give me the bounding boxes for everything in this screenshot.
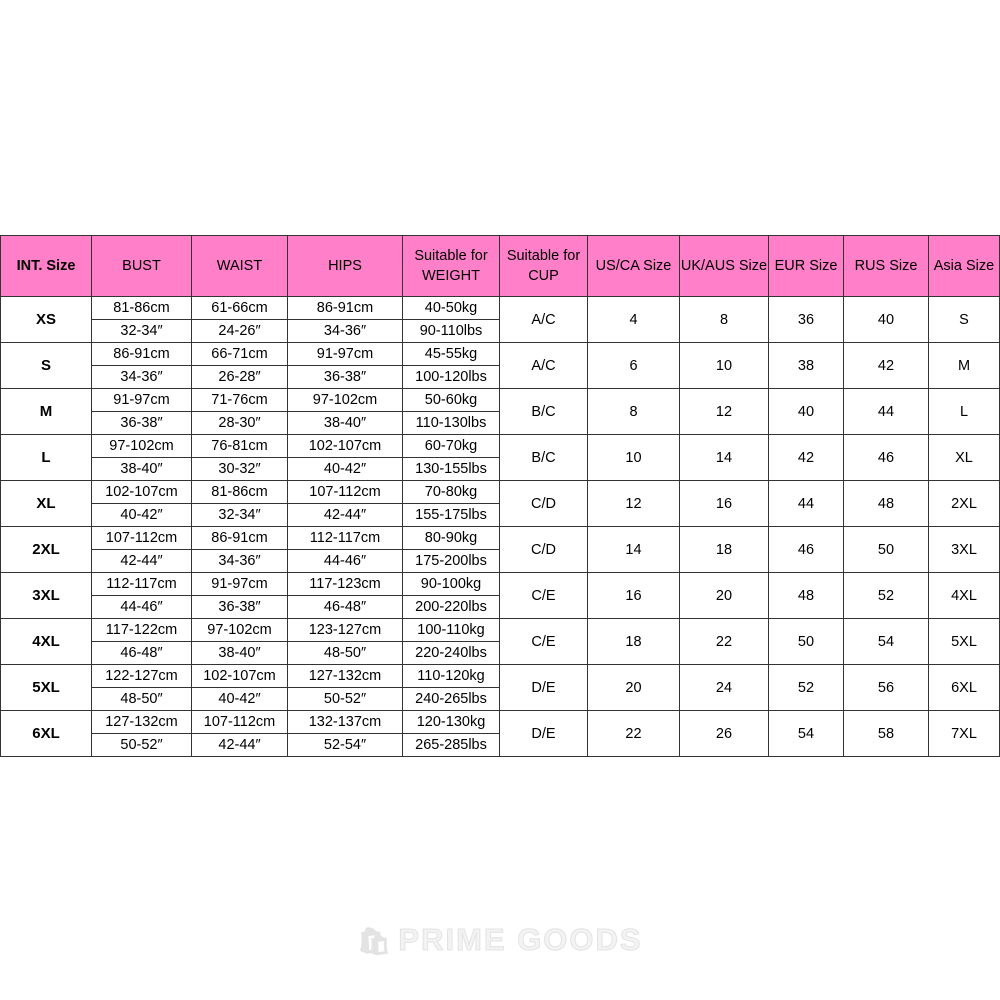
us-ca-cell: 14: [588, 527, 680, 573]
size-cell: 5XL: [1, 665, 92, 711]
bust-cm-cell: 102-107cm: [92, 481, 192, 504]
waist-in-cell: 24-26″: [192, 320, 288, 343]
watermark: [0, 922, 1000, 958]
hips-cm-cell: 112-117cm: [288, 527, 403, 550]
cup-cell: A/C: [500, 343, 588, 389]
size-cell: 2XL: [1, 527, 92, 573]
weight-kg-cell: 60-70kg: [403, 435, 500, 458]
rus-cell: 58: [844, 711, 929, 757]
waist-cm-cell: 66-71cm: [192, 343, 288, 366]
header-cup: Suitable for CUP: [500, 236, 588, 297]
hips-cm-cell: 127-132cm: [288, 665, 403, 688]
us-ca-cell: 12: [588, 481, 680, 527]
header-us-ca: US/CA Size: [588, 236, 680, 297]
asia-cell: S: [929, 297, 1000, 343]
hips-in-cell: 50-52″: [288, 688, 403, 711]
table-row: [1, 573, 1000, 596]
waist-in-cell: 38-40″: [192, 642, 288, 665]
rus-cell: 48: [844, 481, 929, 527]
bust-in-cell: 34-36″: [92, 366, 192, 389]
eur-cell: 40: [769, 389, 844, 435]
hips-in-cell: 42-44″: [288, 504, 403, 527]
hips-in-cell: 38-40″: [288, 412, 403, 435]
waist-cm-cell: 76-81cm: [192, 435, 288, 458]
cup-cell: C/E: [500, 619, 588, 665]
hips-in-cell: 52-54″: [288, 734, 403, 757]
header-int-size: INT. Size: [1, 236, 92, 297]
waist-cm-cell: 102-107cm: [192, 665, 288, 688]
header-waist: WAIST: [192, 236, 288, 297]
us-ca-cell: 4: [588, 297, 680, 343]
waist-cm-cell: 61-66cm: [192, 297, 288, 320]
rus-cell: 40: [844, 297, 929, 343]
waist-cm-cell: 107-112cm: [192, 711, 288, 734]
asia-cell: 6XL: [929, 665, 1000, 711]
waist-cm-cell: 91-97cm: [192, 573, 288, 596]
rus-cell: 42: [844, 343, 929, 389]
bust-cm-cell: 117-122cm: [92, 619, 192, 642]
waist-cm-cell: 81-86cm: [192, 481, 288, 504]
us-ca-cell: 18: [588, 619, 680, 665]
bust-in-cell: 38-40″: [92, 458, 192, 481]
header-row: [1, 236, 1000, 297]
weight-lbs-cell: 130-155lbs: [403, 458, 500, 481]
cup-cell: C/D: [500, 527, 588, 573]
uk-aus-cell: 18: [680, 527, 769, 573]
waist-cm-cell: 71-76cm: [192, 389, 288, 412]
uk-aus-cell: 8: [680, 297, 769, 343]
asia-cell: 2XL: [929, 481, 1000, 527]
eur-cell: 36: [769, 297, 844, 343]
weight-kg-cell: 100-110kg: [403, 619, 500, 642]
hips-in-cell: 36-38″: [288, 366, 403, 389]
rus-cell: 50: [844, 527, 929, 573]
us-ca-cell: 8: [588, 389, 680, 435]
size-cell: XL: [1, 481, 92, 527]
rus-cell: 46: [844, 435, 929, 481]
bust-in-cell: 44-46″: [92, 596, 192, 619]
weight-kg-cell: 40-50kg: [403, 297, 500, 320]
cup-cell: B/C: [500, 389, 588, 435]
us-ca-cell: 20: [588, 665, 680, 711]
bust-cm-cell: 107-112cm: [92, 527, 192, 550]
hips-cm-cell: 86-91cm: [288, 297, 403, 320]
watermark-text: PRIME GOODS: [398, 922, 643, 957]
hips-in-cell: 40-42″: [288, 458, 403, 481]
table-row: [1, 435, 1000, 458]
table-row: [1, 527, 1000, 550]
bust-cm-cell: 97-102cm: [92, 435, 192, 458]
bust-in-cell: 50-52″: [92, 734, 192, 757]
hips-cm-cell: 117-123cm: [288, 573, 403, 596]
header-bust: BUST: [92, 236, 192, 297]
uk-aus-cell: 16: [680, 481, 769, 527]
eur-cell: 54: [769, 711, 844, 757]
bust-cm-cell: 81-86cm: [92, 297, 192, 320]
us-ca-cell: 22: [588, 711, 680, 757]
waist-in-cell: 32-34″: [192, 504, 288, 527]
bust-cm-cell: 91-97cm: [92, 389, 192, 412]
weight-kg-cell: 110-120kg: [403, 665, 500, 688]
weight-lbs-cell: 200-220lbs: [403, 596, 500, 619]
hips-in-cell: 44-46″: [288, 550, 403, 573]
uk-aus-cell: 20: [680, 573, 769, 619]
weight-kg-cell: 45-55kg: [403, 343, 500, 366]
bust-cm-cell: 112-117cm: [92, 573, 192, 596]
hips-in-cell: 34-36″: [288, 320, 403, 343]
asia-cell: 7XL: [929, 711, 1000, 757]
waist-in-cell: 30-32″: [192, 458, 288, 481]
size-cell: M: [1, 389, 92, 435]
bust-in-cell: 46-48″: [92, 642, 192, 665]
uk-aus-cell: 24: [680, 665, 769, 711]
us-ca-cell: 6: [588, 343, 680, 389]
shopping-bag-icon: 🛍︎: [357, 926, 393, 956]
uk-aus-cell: 26: [680, 711, 769, 757]
waist-in-cell: 26-28″: [192, 366, 288, 389]
rus-cell: 44: [844, 389, 929, 435]
waist-in-cell: 34-36″: [192, 550, 288, 573]
size-cell: 4XL: [1, 619, 92, 665]
hips-cm-cell: 123-127cm: [288, 619, 403, 642]
header-rus: RUS Size: [844, 236, 929, 297]
bust-in-cell: 40-42″: [92, 504, 192, 527]
asia-cell: L: [929, 389, 1000, 435]
uk-aus-cell: 14: [680, 435, 769, 481]
size-cell: L: [1, 435, 92, 481]
asia-cell: 3XL: [929, 527, 1000, 573]
bust-cm-cell: 122-127cm: [92, 665, 192, 688]
cup-cell: A/C: [500, 297, 588, 343]
uk-aus-cell: 12: [680, 389, 769, 435]
weight-lbs-cell: 100-120lbs: [403, 366, 500, 389]
waist-cm-cell: 97-102cm: [192, 619, 288, 642]
cup-cell: C/D: [500, 481, 588, 527]
size-table-body: [1, 297, 1000, 757]
asia-cell: 4XL: [929, 573, 1000, 619]
us-ca-cell: 16: [588, 573, 680, 619]
us-ca-cell: 10: [588, 435, 680, 481]
size-cell: XS: [1, 297, 92, 343]
eur-cell: 50: [769, 619, 844, 665]
header-hips: HIPS: [288, 236, 403, 297]
weight-lbs-cell: 220-240lbs: [403, 642, 500, 665]
weight-lbs-cell: 240-265lbs: [403, 688, 500, 711]
bust-in-cell: 48-50″: [92, 688, 192, 711]
table-row: [1, 711, 1000, 734]
weight-kg-cell: 50-60kg: [403, 389, 500, 412]
weight-lbs-cell: 110-130lbs: [403, 412, 500, 435]
header-asia: Asia Size: [929, 236, 1000, 297]
table-row: [1, 665, 1000, 688]
cup-cell: D/E: [500, 665, 588, 711]
bust-cm-cell: 127-132cm: [92, 711, 192, 734]
table-row: [1, 389, 1000, 412]
hips-cm-cell: 91-97cm: [288, 343, 403, 366]
eur-cell: 46: [769, 527, 844, 573]
cup-cell: D/E: [500, 711, 588, 757]
weight-lbs-cell: 90-110lbs: [403, 320, 500, 343]
eur-cell: 38: [769, 343, 844, 389]
size-cell: S: [1, 343, 92, 389]
weight-lbs-cell: 265-285lbs: [403, 734, 500, 757]
weight-kg-cell: 90-100kg: [403, 573, 500, 596]
weight-lbs-cell: 155-175lbs: [403, 504, 500, 527]
uk-aus-cell: 22: [680, 619, 769, 665]
bust-cm-cell: 86-91cm: [92, 343, 192, 366]
waist-in-cell: 28-30″: [192, 412, 288, 435]
table-row: [1, 619, 1000, 642]
header-uk-aus: UK/AUS Size: [680, 236, 769, 297]
hips-cm-cell: 97-102cm: [288, 389, 403, 412]
eur-cell: 48: [769, 573, 844, 619]
uk-aus-cell: 10: [680, 343, 769, 389]
table-row: [1, 343, 1000, 366]
asia-cell: M: [929, 343, 1000, 389]
weight-kg-cell: 70-80kg: [403, 481, 500, 504]
eur-cell: 52: [769, 665, 844, 711]
header-weight: Suitable for WEIGHT: [403, 236, 500, 297]
weight-kg-cell: 120-130kg: [403, 711, 500, 734]
waist-cm-cell: 86-91cm: [192, 527, 288, 550]
table-row: [1, 297, 1000, 320]
waist-in-cell: 40-42″: [192, 688, 288, 711]
asia-cell: XL: [929, 435, 1000, 481]
hips-in-cell: 46-48″: [288, 596, 403, 619]
hips-cm-cell: 132-137cm: [288, 711, 403, 734]
weight-lbs-cell: 175-200lbs: [403, 550, 500, 573]
waist-in-cell: 36-38″: [192, 596, 288, 619]
size-cell: 6XL: [1, 711, 92, 757]
header-eur: EUR Size: [769, 236, 844, 297]
bust-in-cell: 32-34″: [92, 320, 192, 343]
size-cell: 3XL: [1, 573, 92, 619]
rus-cell: 56: [844, 665, 929, 711]
cup-cell: B/C: [500, 435, 588, 481]
eur-cell: 44: [769, 481, 844, 527]
rus-cell: 52: [844, 573, 929, 619]
eur-cell: 42: [769, 435, 844, 481]
rus-cell: 54: [844, 619, 929, 665]
table-row: [1, 481, 1000, 504]
hips-in-cell: 48-50″: [288, 642, 403, 665]
bust-in-cell: 42-44″: [92, 550, 192, 573]
bust-in-cell: 36-38″: [92, 412, 192, 435]
asia-cell: 5XL: [929, 619, 1000, 665]
hips-cm-cell: 102-107cm: [288, 435, 403, 458]
waist-in-cell: 42-44″: [192, 734, 288, 757]
weight-kg-cell: 80-90kg: [403, 527, 500, 550]
size-chart-table: [0, 235, 1000, 757]
cup-cell: C/E: [500, 573, 588, 619]
hips-cm-cell: 107-112cm: [288, 481, 403, 504]
